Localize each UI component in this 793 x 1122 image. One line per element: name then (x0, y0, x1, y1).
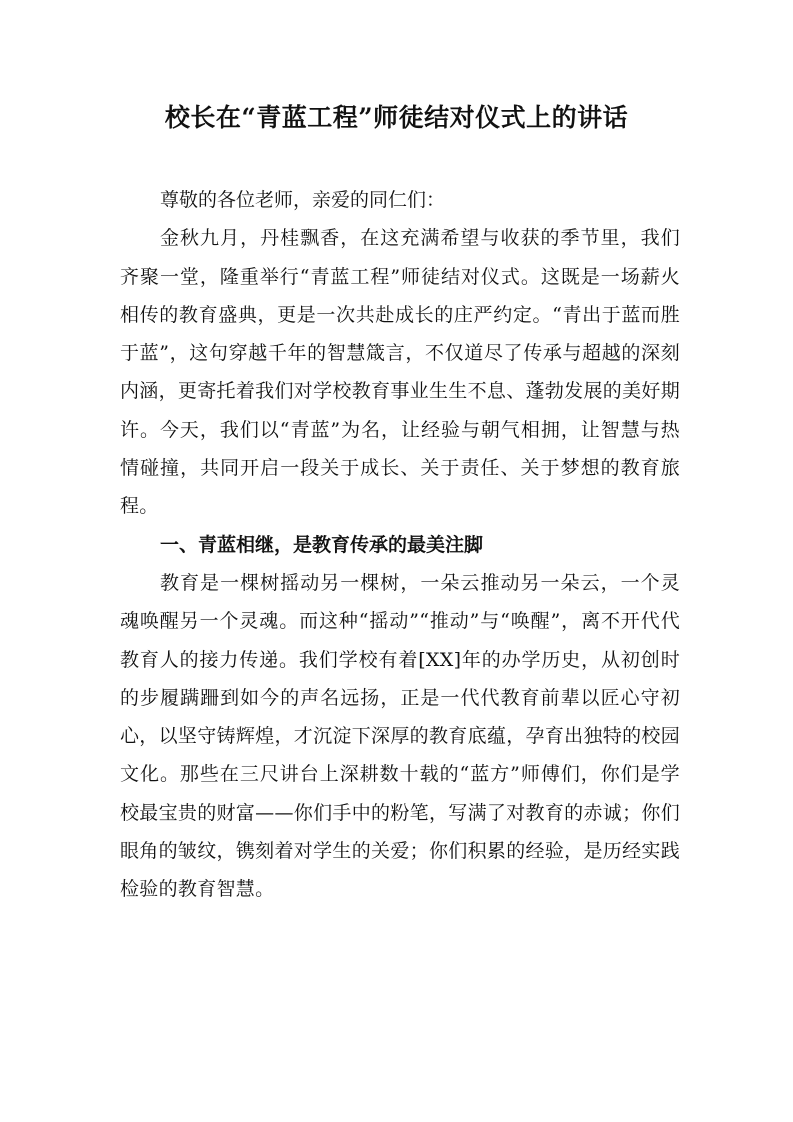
greeting: 尊敬的各位老师，亲爱的同仁们： (160, 189, 446, 211)
document-body (120, 181, 680, 909)
paragraph-section-1: 教育是一棵树摇动另一棵树，一朵云推动另一朵云，一个灵魂唤醒另一个灵魂。而这种“摇动”“推动”与“唤醒”，离不开代代教育人的接力传递。我们学校有着[XX]年的办学历史，从初创时的步履蹒跚到如今的声名远扬，正是一代代教育前辈以匠心守初心，以坚守铸辉煌，才沉淀下深厚的教育底蕴，孕育出独特的校园文化。那些在三尺讲台上深耕数十载的“蓝方”师傅们，你们是学校最宝贵的财富——你们手中的粉笔，写满了对教育的赤诚；你们眼角的皱纹，镌刻着对学生的关爱；你们积累的经验，是历经实践检验的教育智慧。 (120, 571, 680, 901)
document-title: 校长在“青蓝工程”师徒结对仪式上的讲话 (164, 103, 629, 132)
section-heading: 一、青蓝相继，是教育传承的最美注脚 (160, 533, 484, 556)
paragraph-intro: 金秋九月，丹桂飘香，在这充满希望与收获的季节里，我们齐聚一堂，隆重举行“青蓝工程”师徒结对仪式。这既是一场薪火相传的教育盛典，更是一次共赴成长的庄严约定。“青出于蓝而胜于蓝”，这句穿越千年的智慧箴言，不仅道尽了传承与超越的深刻内涵，更寄托着我们对学校教育事业生生不息、蓬勃发展的美好期许。今天，我们以“青蓝”为名，让经验与朝气相拥，让智慧与热情碰撞，共同开启一段关于成长、关于责任、关于梦想的教育旅程。 (120, 227, 680, 518)
